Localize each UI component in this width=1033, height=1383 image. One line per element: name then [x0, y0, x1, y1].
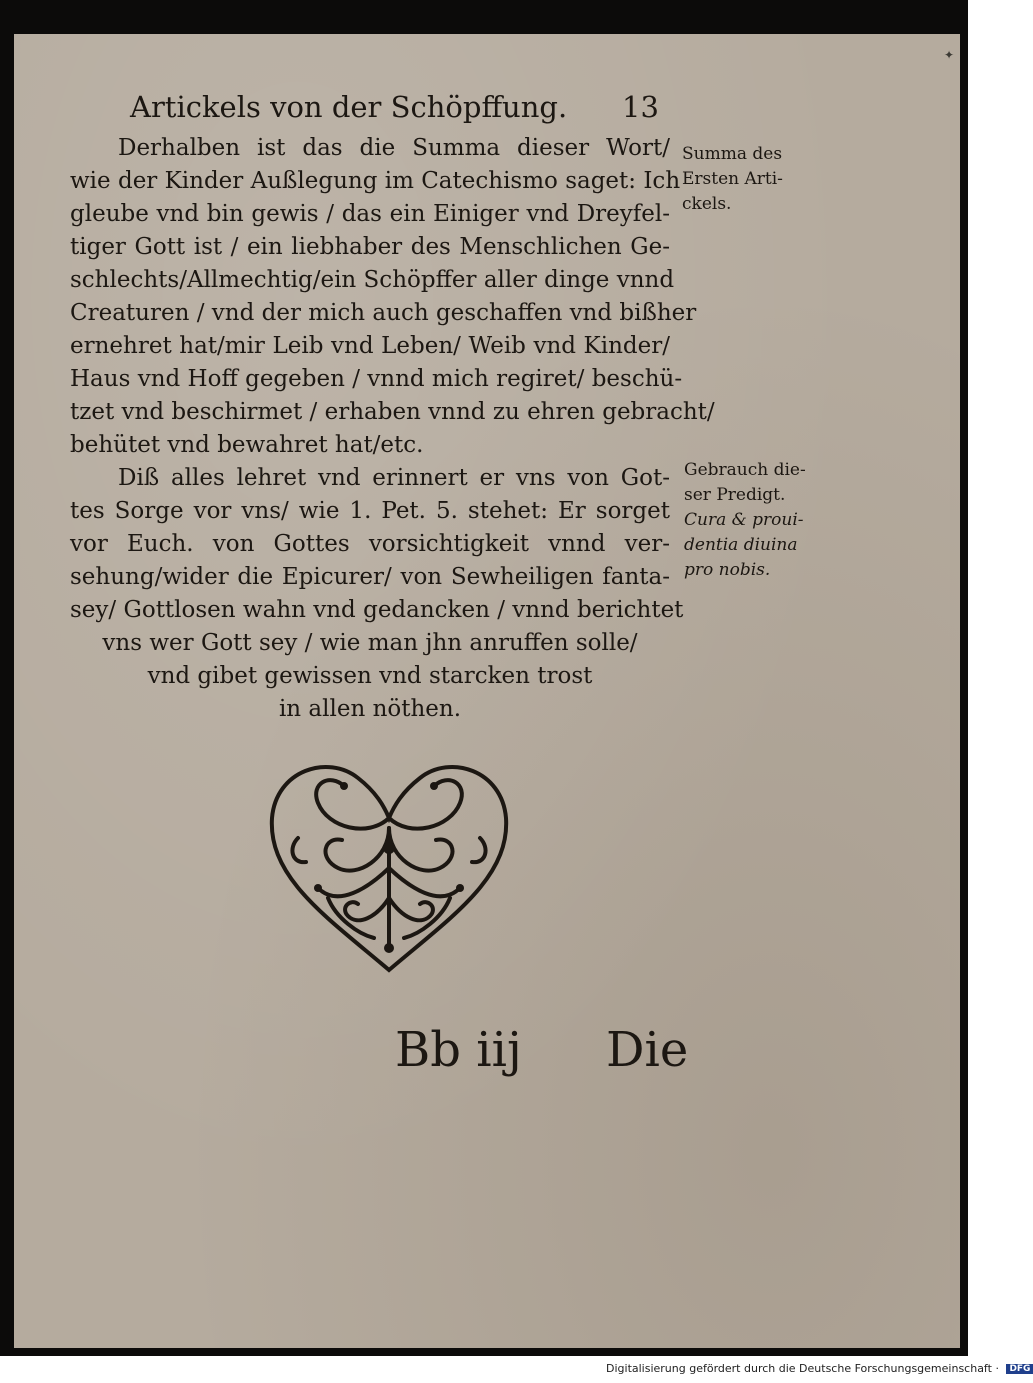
- text-line: gleube vnd bin gewis / das ein Einiger vnd Dreyfel-: [70, 201, 670, 227]
- marginal-line: ser Predigt.: [684, 485, 786, 505]
- text-line: tzet vnd beschirmet / erhaben vnnd zu ehren gebracht/: [70, 399, 715, 425]
- text-line: sehung/wider die Epicurer/ von Sewheiligen fanta-: [70, 564, 670, 590]
- floral-heart-vignette-icon: [258, 748, 520, 980]
- text-line: tiger Gott ist / ein liebhaber des Menschlichen Ge-: [70, 234, 670, 260]
- page-number: 13: [622, 90, 659, 124]
- dfg-logo-icon: DFG: [1006, 1364, 1033, 1374]
- marginal-note-gebrauch: [684, 458, 806, 508]
- text-line: vnd gibet gewissen vnd starcken trost: [147, 663, 593, 689]
- footer-text: Digitalisierung gefördert durch die Deutsche Forschungsgemeinschaft: [606, 1362, 992, 1375]
- marginal-line: Gebrauch die-: [684, 460, 806, 480]
- marginal-line: ckels.: [682, 194, 732, 214]
- text-line: sey/ Gottlosen wahn vnd gedancken / vnnd berichtet: [70, 597, 684, 623]
- marginal-line: Ersten Arti-: [682, 169, 783, 189]
- text-line: Diß alles lehret vnd erinnert er vns von Got-: [118, 465, 670, 491]
- running-head-title: Artickels von der Schöpffung.: [130, 90, 568, 124]
- text-line: vns wer Gott sey / wie man jhn anruffen solle/: [102, 630, 638, 656]
- text-line: tes Sorge vor vns/ wie 1. Pet. 5. stehet: Er sorget: [70, 498, 670, 524]
- footer-credit: [606, 1362, 1033, 1375]
- marginal-line: dentia diuina: [684, 535, 798, 555]
- text-line: Haus vnd Hoff gegeben / vnnd mich regiret/ beschü-: [70, 366, 683, 392]
- catchword: Die: [606, 1022, 689, 1078]
- marginal-line: Cura & proui-: [684, 510, 804, 530]
- text-line: wie der Kinder Außlegung im Catechismo saget: Ich: [70, 168, 681, 194]
- text-line: schlechts/Allmechtig/ein Schöpffer aller dinge vnnd: [70, 267, 675, 293]
- marginal-note-summa: [682, 142, 783, 217]
- text-line: Creaturen / vnd der mich auch geschaffen vnd bißher: [70, 300, 697, 326]
- footer-separator: ·: [995, 1362, 999, 1375]
- text-line: in allen nöthen.: [278, 696, 462, 722]
- marginal-note-cura: [684, 508, 804, 583]
- text-line: behütet vnd bewahret hat/etc.: [70, 432, 424, 458]
- text-line: ernehret hat/mir Leib vnd Leben/ Weib vnd Kinder/: [70, 333, 670, 359]
- marginal-line: Summa des: [682, 144, 783, 164]
- text-line: vor Euch. von Gottes vorsichtigkeit vnnd ver-: [70, 531, 670, 557]
- marginal-line: pro nobis.: [684, 560, 771, 580]
- text-line: Derhalben ist das die Summa dieser Wort/: [118, 135, 670, 161]
- corner-mark: ✦: [944, 48, 955, 62]
- signature-mark: Bb iij: [395, 1022, 522, 1078]
